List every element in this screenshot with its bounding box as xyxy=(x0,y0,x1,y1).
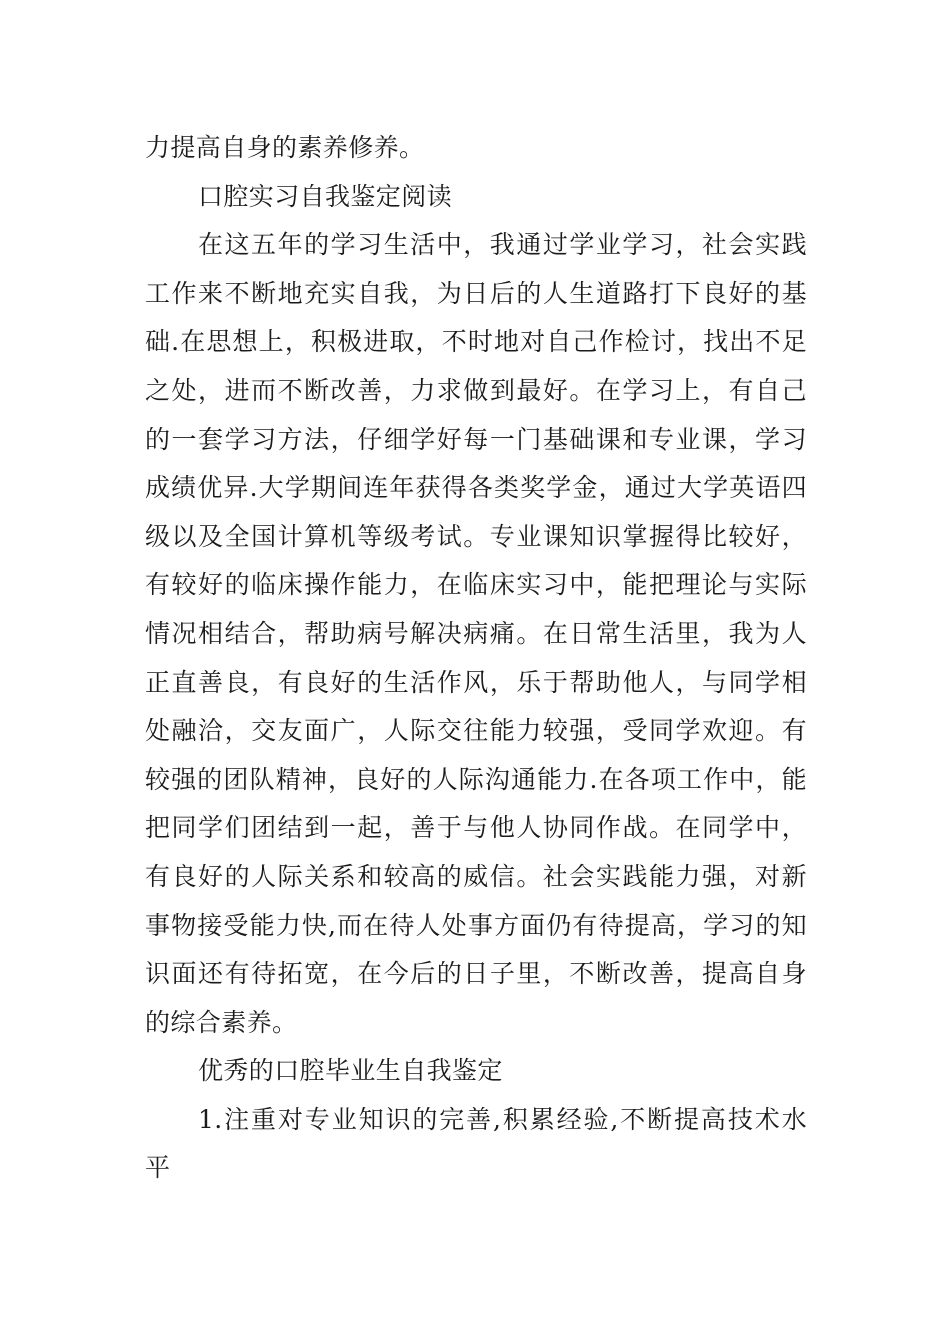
list-item-line: 1.注重对专业知识的完善,积累经验,不断提高技术水 xyxy=(198,1104,807,1134)
paragraph-line: 识面还有待拓宽，在今后的日子里，不断改善，提高自身 xyxy=(145,959,807,989)
paragraph-line: 之处，进而不断改善，力求做到最好。在学习上，有自己 xyxy=(145,375,807,405)
paragraph-line: 把同学们团结到一起，善于与他人协同作战。在同学中， xyxy=(145,813,807,843)
paragraph-line: 处融洽，交友面广，人际交往能力较强，受同学欢迎。有 xyxy=(145,716,807,746)
paragraph-line: 级以及全国计算机等级考试。专业课知识掌握得比较好， xyxy=(145,521,807,551)
paragraph-line: 的一套学习方法，仔细学好每一门基础课和专业课，学习 xyxy=(145,424,807,454)
paragraph-line: 较强的团队精神，良好的人际沟通能力.在各项工作中，能 xyxy=(145,764,807,794)
paragraph-line: 的综合素养。 xyxy=(145,1007,298,1037)
list-item-line: 平 xyxy=(145,1153,171,1183)
paragraph-line: 在这五年的学习生活中，我通过学业学习，社会实践 xyxy=(198,230,807,260)
paragraph-line: 情况相结合，帮助病号解决病痛。在日常生活里，我为人 xyxy=(145,618,807,648)
paragraph-line: 础.在思想上，积极进取，不时地对自己作检讨，找出不足 xyxy=(145,327,807,357)
paragraph-line: 成绩优异.大学期间连年获得各类奖学金，通过大学英语四 xyxy=(145,473,807,503)
text-line: 力提高自身的素养修养。 xyxy=(145,133,425,162)
paragraph-line: 事物接受能力快,而在待人处事方面仍有待提高，学习的知 xyxy=(145,910,807,940)
paragraph-line: 正直善良，有良好的生活作风，乐于帮助他人，与同学相 xyxy=(145,667,807,697)
document-body xyxy=(145,124,807,1193)
paragraph-line: 有良好的人际关系和较高的威信。社会实践能力强，对新 xyxy=(145,861,807,891)
section-heading: 优秀的口腔毕业生自我鉴定 xyxy=(198,1056,503,1086)
section-heading: 口腔实习自我鉴定阅读 xyxy=(198,181,453,211)
paragraph-line: 工作来不断地充实自我，为日后的人生道路打下良好的基 xyxy=(145,278,807,308)
paragraph-line: 有较好的临床操作能力，在临床实习中，能把理论与实际 xyxy=(145,570,807,600)
